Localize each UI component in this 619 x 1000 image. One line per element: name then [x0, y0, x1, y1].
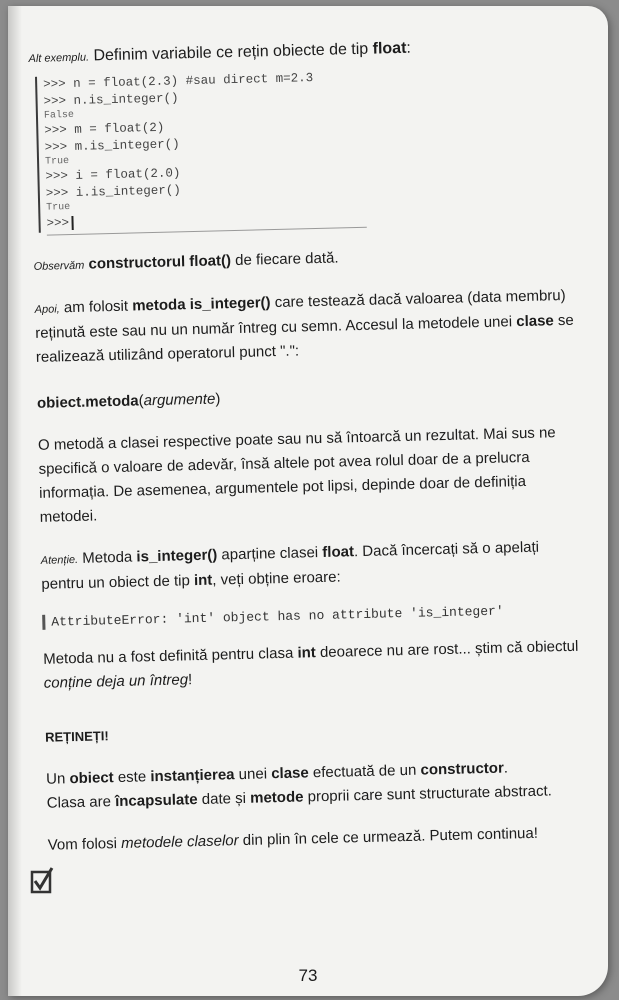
rem2-bold-2: metode [249, 788, 304, 807]
not-defined-text-3: ! [187, 671, 193, 689]
apoi-bold-2: clase [516, 312, 554, 331]
rem1-text-2: este [113, 768, 151, 787]
not-defined-text-2: deoarece nu are rost... știm că obiectul [315, 637, 579, 662]
syntax-open-paren: ( [138, 392, 144, 410]
attention-lead: Atenție. [40, 553, 79, 567]
observation-text: de fiecare dată. [230, 249, 339, 270]
apoi-paragraph [34, 284, 576, 370]
rem2-bold-1: încapsulate [114, 791, 198, 811]
code-final-prompt: >>> [46, 216, 70, 231]
book-page [8, 6, 608, 996]
syntax-close-paren: ) [215, 390, 221, 408]
rem1-bold-2: instanțierea [150, 766, 235, 786]
rem1-text-3: unei [234, 765, 272, 784]
code-line: >>> m = float(2) [44, 120, 165, 138]
attention-bold-2: float [322, 543, 355, 561]
attention-bold-1: is_integer() [136, 546, 218, 566]
observation-paragraph [33, 241, 573, 279]
apoi-text-3: se realizează utilizând operatorul punct ".": [35, 311, 575, 366]
code-line: >>> i.is_integer() [45, 183, 182, 201]
code-line: >>> m.is_integer() [44, 137, 180, 155]
not-defined-bold: int [297, 644, 317, 662]
method-not-defined-paragraph [43, 635, 584, 696]
rem1-bold-1: obiect [69, 769, 114, 788]
syntax-bold: obiect.metoda [36, 392, 139, 412]
error-message: AttributeError: 'int' object has no attribute 'is_integer' [42, 602, 582, 630]
not-defined-italic: conține deja un întreg [43, 671, 189, 692]
attention-text-4: , veți obține eroare: [212, 568, 341, 589]
text-cursor [71, 216, 73, 230]
rem3-text-2: din plin în cele ce urmează. Putem continua! [238, 824, 539, 850]
attention-text-3: . Dacă încercați să o apelați pentru un obiect de tip [41, 538, 540, 593]
apoi-lead: Apoi, [34, 303, 60, 316]
observation-bold: constructorul float() [88, 252, 232, 273]
rem1-text-1: Un [45, 770, 70, 788]
rem1-bold-3: clase [271, 764, 309, 783]
syntax-italic: argumente [143, 390, 216, 410]
rem3-italic: metodele claselor [120, 832, 239, 852]
intro-paragraph [28, 33, 568, 71]
attention-text-1: Metoda [77, 548, 137, 567]
not-defined-text-1: Metoda nu a fost definită pentru clasa [43, 644, 298, 668]
attention-text-2: aparține clasei [217, 543, 323, 564]
rem2-text-3: proprii care sunt structurate abstract. [303, 782, 553, 806]
code-line: >>> n = float(2.3) #sau direct m=2.3 [43, 71, 314, 92]
code-line: >>> n.is_integer() [43, 91, 179, 109]
rem1-bold-4: constructor [420, 759, 505, 779]
code-line: >>> i = float(2.0) [45, 166, 181, 184]
code-output: True [46, 202, 71, 214]
python-session [35, 69, 367, 233]
page-content [28, 23, 588, 858]
remember-heading: REȚINEȚI! [44, 728, 109, 745]
intro-bold: float [372, 39, 407, 58]
code-output: True [44, 156, 70, 168]
rem2-text-2: date și [197, 789, 251, 809]
apoi-text-2: care testează dacă valoarea (data membru) reținută este sau nu un număr întreg cu semn. Accesul la metodele unei [35, 286, 566, 342]
observation-lead: Observăm [33, 259, 85, 273]
intro-text: Definim variabile ce rețin obiecte de tip [93, 40, 373, 65]
apoi-text-1: am folosit [59, 297, 133, 317]
method-syntax [37, 379, 577, 416]
apoi-bold-1: metoda is_integer() [132, 294, 271, 315]
code-output: False [43, 109, 75, 122]
attention-paragraph [41, 535, 582, 597]
page-gutter [8, 6, 22, 996]
page-number: 73 [298, 966, 318, 985]
rem1-text-4: efectuată de un [308, 761, 421, 782]
attention-bold-3: int [193, 571, 213, 590]
intro-colon: : [406, 39, 412, 57]
rem2-text-1: Clasa are [46, 793, 116, 812]
method-paragraph: O metodă a clasei respective poate sau nu să întoarcă un rezultat. Mai sus ne specifică o valoare de adevăr, însă altele pot avea rolul doar de a prelucra informația. De asemenea, argumentele pot lipsi, depinde doar de definiția metodei. [37, 424, 556, 526]
checkmark-box-icon [30, 866, 54, 894]
remember-item-3 [47, 821, 587, 858]
rem1-text-5: . [503, 759, 509, 777]
rem3-text-1: Vom folosi [47, 834, 122, 854]
intro-lead: Alt exemplu. [28, 51, 90, 65]
